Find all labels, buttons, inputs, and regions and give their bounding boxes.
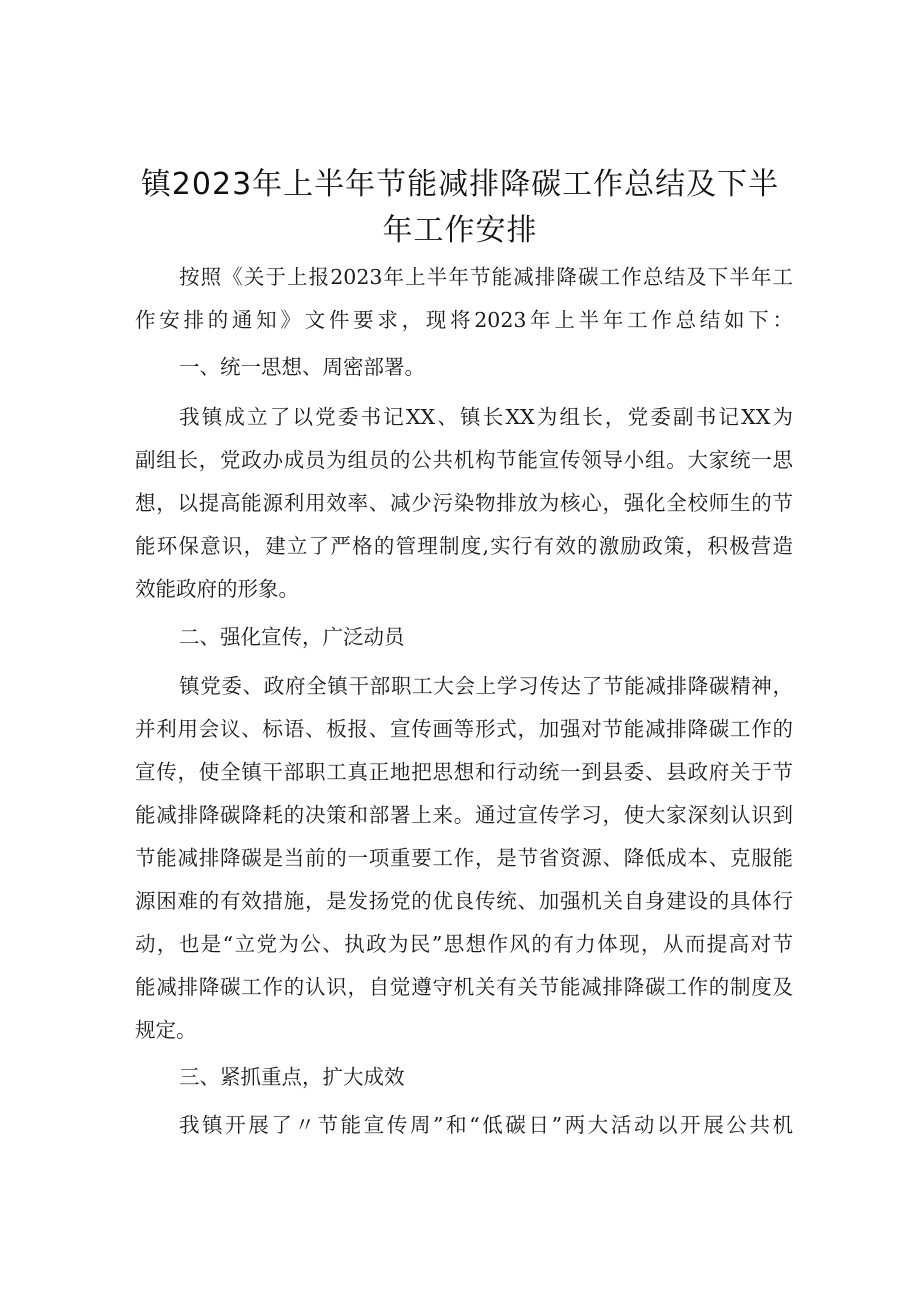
section-1-line-1: 我镇成立了以党委书记XX、镇长XX为组长，党委副书记XX为 — [179, 405, 793, 429]
document-title-line-1: 镇2023年上半年节能减排降碳工作总结及下半 — [140, 167, 780, 202]
section-1-line-4: 能环保意识，建立了严格的管理制度,实行有效的激励政策，积极营造 — [135, 534, 793, 558]
section-2-line-7: 动，也是“立党为公、执政为民”思想作风的有力体现，从而提高对节 — [135, 932, 793, 956]
section-2-line-4: 能减排降碳降耗的决策和部署上来。通过宣传学习，使大家深刻认识到 — [135, 803, 793, 827]
section-3-heading: 三、紧抓重点，扩大成效 — [179, 1065, 405, 1089]
document-title-line-2: 年工作安排 — [382, 213, 538, 248]
section-1-line-5: 效能政府的形象。 — [135, 577, 299, 601]
section-2-line-5: 节能减排降碳是当前的一项重要工作，是节省资源、降低成本、克服能 — [135, 846, 793, 870]
section-2-line-9: 规定。 — [135, 1018, 197, 1042]
section-2-line-2: 并利用会议、标语、板报、宣传画等形式，加强对节能减排降碳工作的 — [135, 717, 793, 741]
section-1-line-2: 副组长，党政办成员为组员的公共机构节能宣传领导小组。大家统一思 — [135, 448, 793, 472]
section-2-heading: 二、强化宣传，广泛动员 — [179, 625, 405, 649]
section-2-line-3: 宣传，使全镇干部职工真正地把思想和行动统一到县委、县政府关于节 — [135, 760, 793, 784]
intro-line-2: 作安排的通知》文件要求，现将2023年上半年工作总结如下： — [135, 308, 793, 332]
section-2-line-6: 源困难的有效措施，是发扬党的优良传统、加强机关自身建设的具体行 — [135, 889, 793, 913]
section-2-line-1: 镇党委、政府全镇干部职工大会上学习传达了节能减排降碳精神， — [179, 674, 793, 698]
section-3-line-1: 我镇开展了〃节能宣传周”和“低碳日”两大活动以开展公共机 — [179, 1113, 793, 1137]
section-2-line-8: 能减排降碳工作的认识，自觉遵守机关有关节能减排降碳工作的制度及 — [135, 975, 793, 999]
section-1-line-3: 想，以提高能源利用效率、减少污染物排放为核心，强化全校师生的节 — [135, 491, 793, 515]
intro-line-1: 按照《关于上报2023年上半年节能减排降碳工作总结及下半年工 — [179, 265, 793, 289]
section-1-heading: 一、统一思想、周密部署。 — [179, 355, 425, 379]
